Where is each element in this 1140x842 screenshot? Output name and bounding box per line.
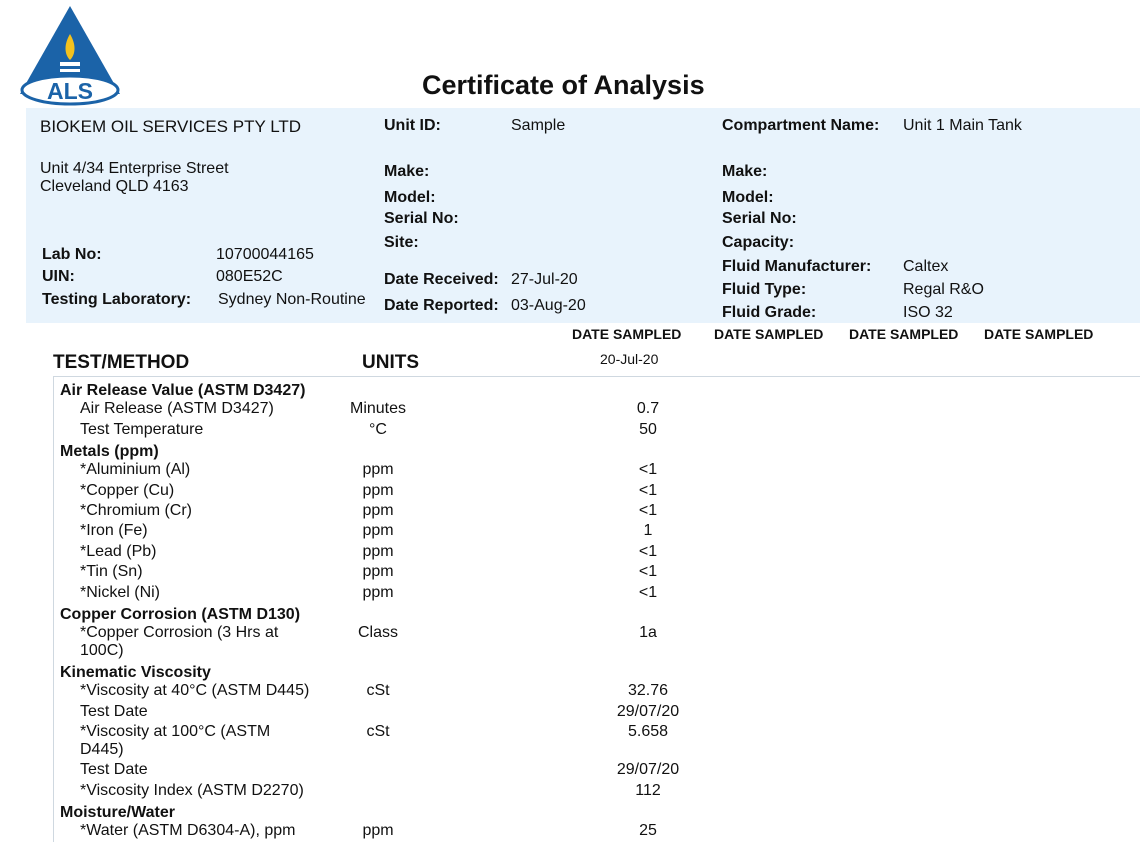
test-name: *Copper Corrosion (3 Hrs at 100C) [80, 624, 279, 659]
date-received-label: Date Received: [384, 271, 499, 288]
compartment-serial-label: Serial No: [722, 210, 797, 227]
test-unit: ppm [362, 822, 394, 839]
test-unit: cSt [366, 723, 390, 740]
test-value: 50 [639, 421, 657, 438]
group-title-moisture-water: Moisture/Water [60, 804, 175, 821]
test-value: 29/07/20 [616, 703, 680, 720]
capacity-label: Capacity: [722, 234, 795, 251]
fluid-manufacturer-label: Fluid Manufacturer: [722, 258, 872, 275]
table-left-border [53, 376, 54, 842]
testing-lab-value: Sydney Non-Routine [218, 291, 366, 308]
date-reported-value: 03-Aug-20 [511, 297, 586, 314]
fluid-grade-label: Fluid Grade: [722, 304, 817, 321]
test-value: 29/07/20 [616, 761, 680, 778]
test-value: <1 [638, 461, 658, 478]
testing-lab-label: Testing Laboratory: [42, 291, 192, 308]
date-sampled-header-3: DATE SAMPLED [849, 326, 959, 342]
company-address-line1: Unit 4/34 Enterprise Street [40, 160, 229, 177]
lab-no-label: Lab No: [42, 246, 102, 263]
test-value: 0.7 [636, 400, 660, 417]
lab-no-value: 10700044165 [216, 246, 314, 263]
test-value: 32.76 [627, 682, 669, 699]
group-title-kinematic-viscosity: Kinematic Viscosity [60, 664, 211, 681]
compartment-model-label: Model: [722, 189, 774, 206]
test-unit: ppm [362, 543, 394, 560]
test-name: *Viscosity at 100°C (ASTM D445) [80, 723, 271, 758]
unit-site-label: Site: [384, 234, 419, 251]
page-title: Certificate of Analysis [422, 70, 705, 100]
logo-text: ALS [47, 78, 93, 104]
units-column-header: UNITS [362, 352, 419, 373]
compartment-name-value: Unit 1 Main Tank [903, 117, 1022, 134]
group-title-metals: Metals (ppm) [60, 443, 159, 460]
test-unit: ppm [362, 522, 394, 539]
test-name: Test Date [80, 703, 148, 720]
test-name: *Aluminium (Al) [80, 461, 191, 478]
test-name: *Tin (Sn) [80, 563, 143, 580]
compartment-make-label: Make: [722, 163, 768, 180]
test-name: *Water (ASTM D6304-A), ppm [80, 822, 296, 839]
table-top-border [53, 376, 1140, 377]
test-value: <1 [638, 502, 658, 519]
fluid-type-label: Fluid Type: [722, 281, 807, 298]
test-name: *Chromium (Cr) [80, 502, 192, 519]
test-unit: ppm [362, 502, 394, 519]
test-name: *Nickel (Ni) [80, 584, 160, 601]
test-name: *Iron (Fe) [80, 522, 148, 539]
test-value: 25 [639, 822, 657, 839]
test-unit: Minutes [349, 400, 407, 417]
unit-make-label: Make: [384, 163, 430, 180]
group-title-air-release: Air Release Value (ASTM D3427) [60, 382, 306, 399]
fluid-type-value: Regal R&O [903, 281, 984, 298]
company-name: BIOKEM OIL SERVICES PTY LTD [40, 117, 302, 136]
test-name: Test Temperature [80, 421, 204, 438]
company-address-line2: Cleveland QLD 4163 [40, 178, 189, 195]
unit-id-label: Unit ID: [384, 117, 441, 134]
test-value: <1 [638, 584, 658, 601]
fluid-manufacturer-value: Caltex [903, 258, 949, 275]
test-unit: ppm [362, 482, 394, 499]
test-unit: Class [357, 624, 398, 641]
unit-model-label: Model: [384, 189, 436, 206]
test-value: <1 [638, 563, 658, 580]
test-value: 1a [639, 624, 657, 641]
date-sampled-header-2: DATE SAMPLED [714, 326, 824, 342]
date-received-value: 27-Jul-20 [511, 271, 578, 288]
test-value: 112 [635, 782, 661, 799]
test-name: *Copper (Cu) [80, 482, 175, 499]
test-name: *Lead (Pb) [80, 543, 157, 560]
date-sampled-value-1: 20-Jul-20 [600, 351, 659, 367]
als-logo-icon [16, 4, 124, 106]
test-value: 1 [643, 522, 653, 539]
date-reported-label: Date Reported: [384, 297, 499, 314]
test-value: 5.658 [627, 723, 669, 740]
test-unit: ppm [362, 584, 394, 601]
test-name: Air Release (ASTM D3427) [80, 400, 274, 417]
test-value: <1 [638, 543, 658, 560]
test-name: *Viscosity at 40°C (ASTM D445) [80, 682, 310, 699]
test-name: *Viscosity Index (ASTM D2270) [80, 782, 304, 799]
fluid-grade-value: ISO 32 [903, 304, 953, 321]
uin-value: 080E52C [216, 268, 283, 285]
test-method-column-header: TEST/METHOD [53, 352, 190, 373]
group-title-copper-corrosion: Copper Corrosion (ASTM D130) [60, 606, 301, 623]
date-sampled-header-1: DATE SAMPLED [572, 326, 682, 342]
unit-serial-label: Serial No: [384, 210, 459, 227]
test-unit: °C [369, 421, 387, 438]
test-unit: ppm [362, 563, 394, 580]
uin-label: UIN: [42, 268, 75, 285]
unit-id-value: Sample [511, 117, 566, 134]
test-unit: cSt [366, 682, 390, 699]
test-value: <1 [638, 482, 658, 499]
test-name: Test Date [80, 761, 148, 778]
compartment-name-label: Compartment Name: [722, 117, 880, 134]
test-unit: ppm [362, 461, 394, 478]
date-sampled-header-4: DATE SAMPLED [984, 326, 1094, 342]
